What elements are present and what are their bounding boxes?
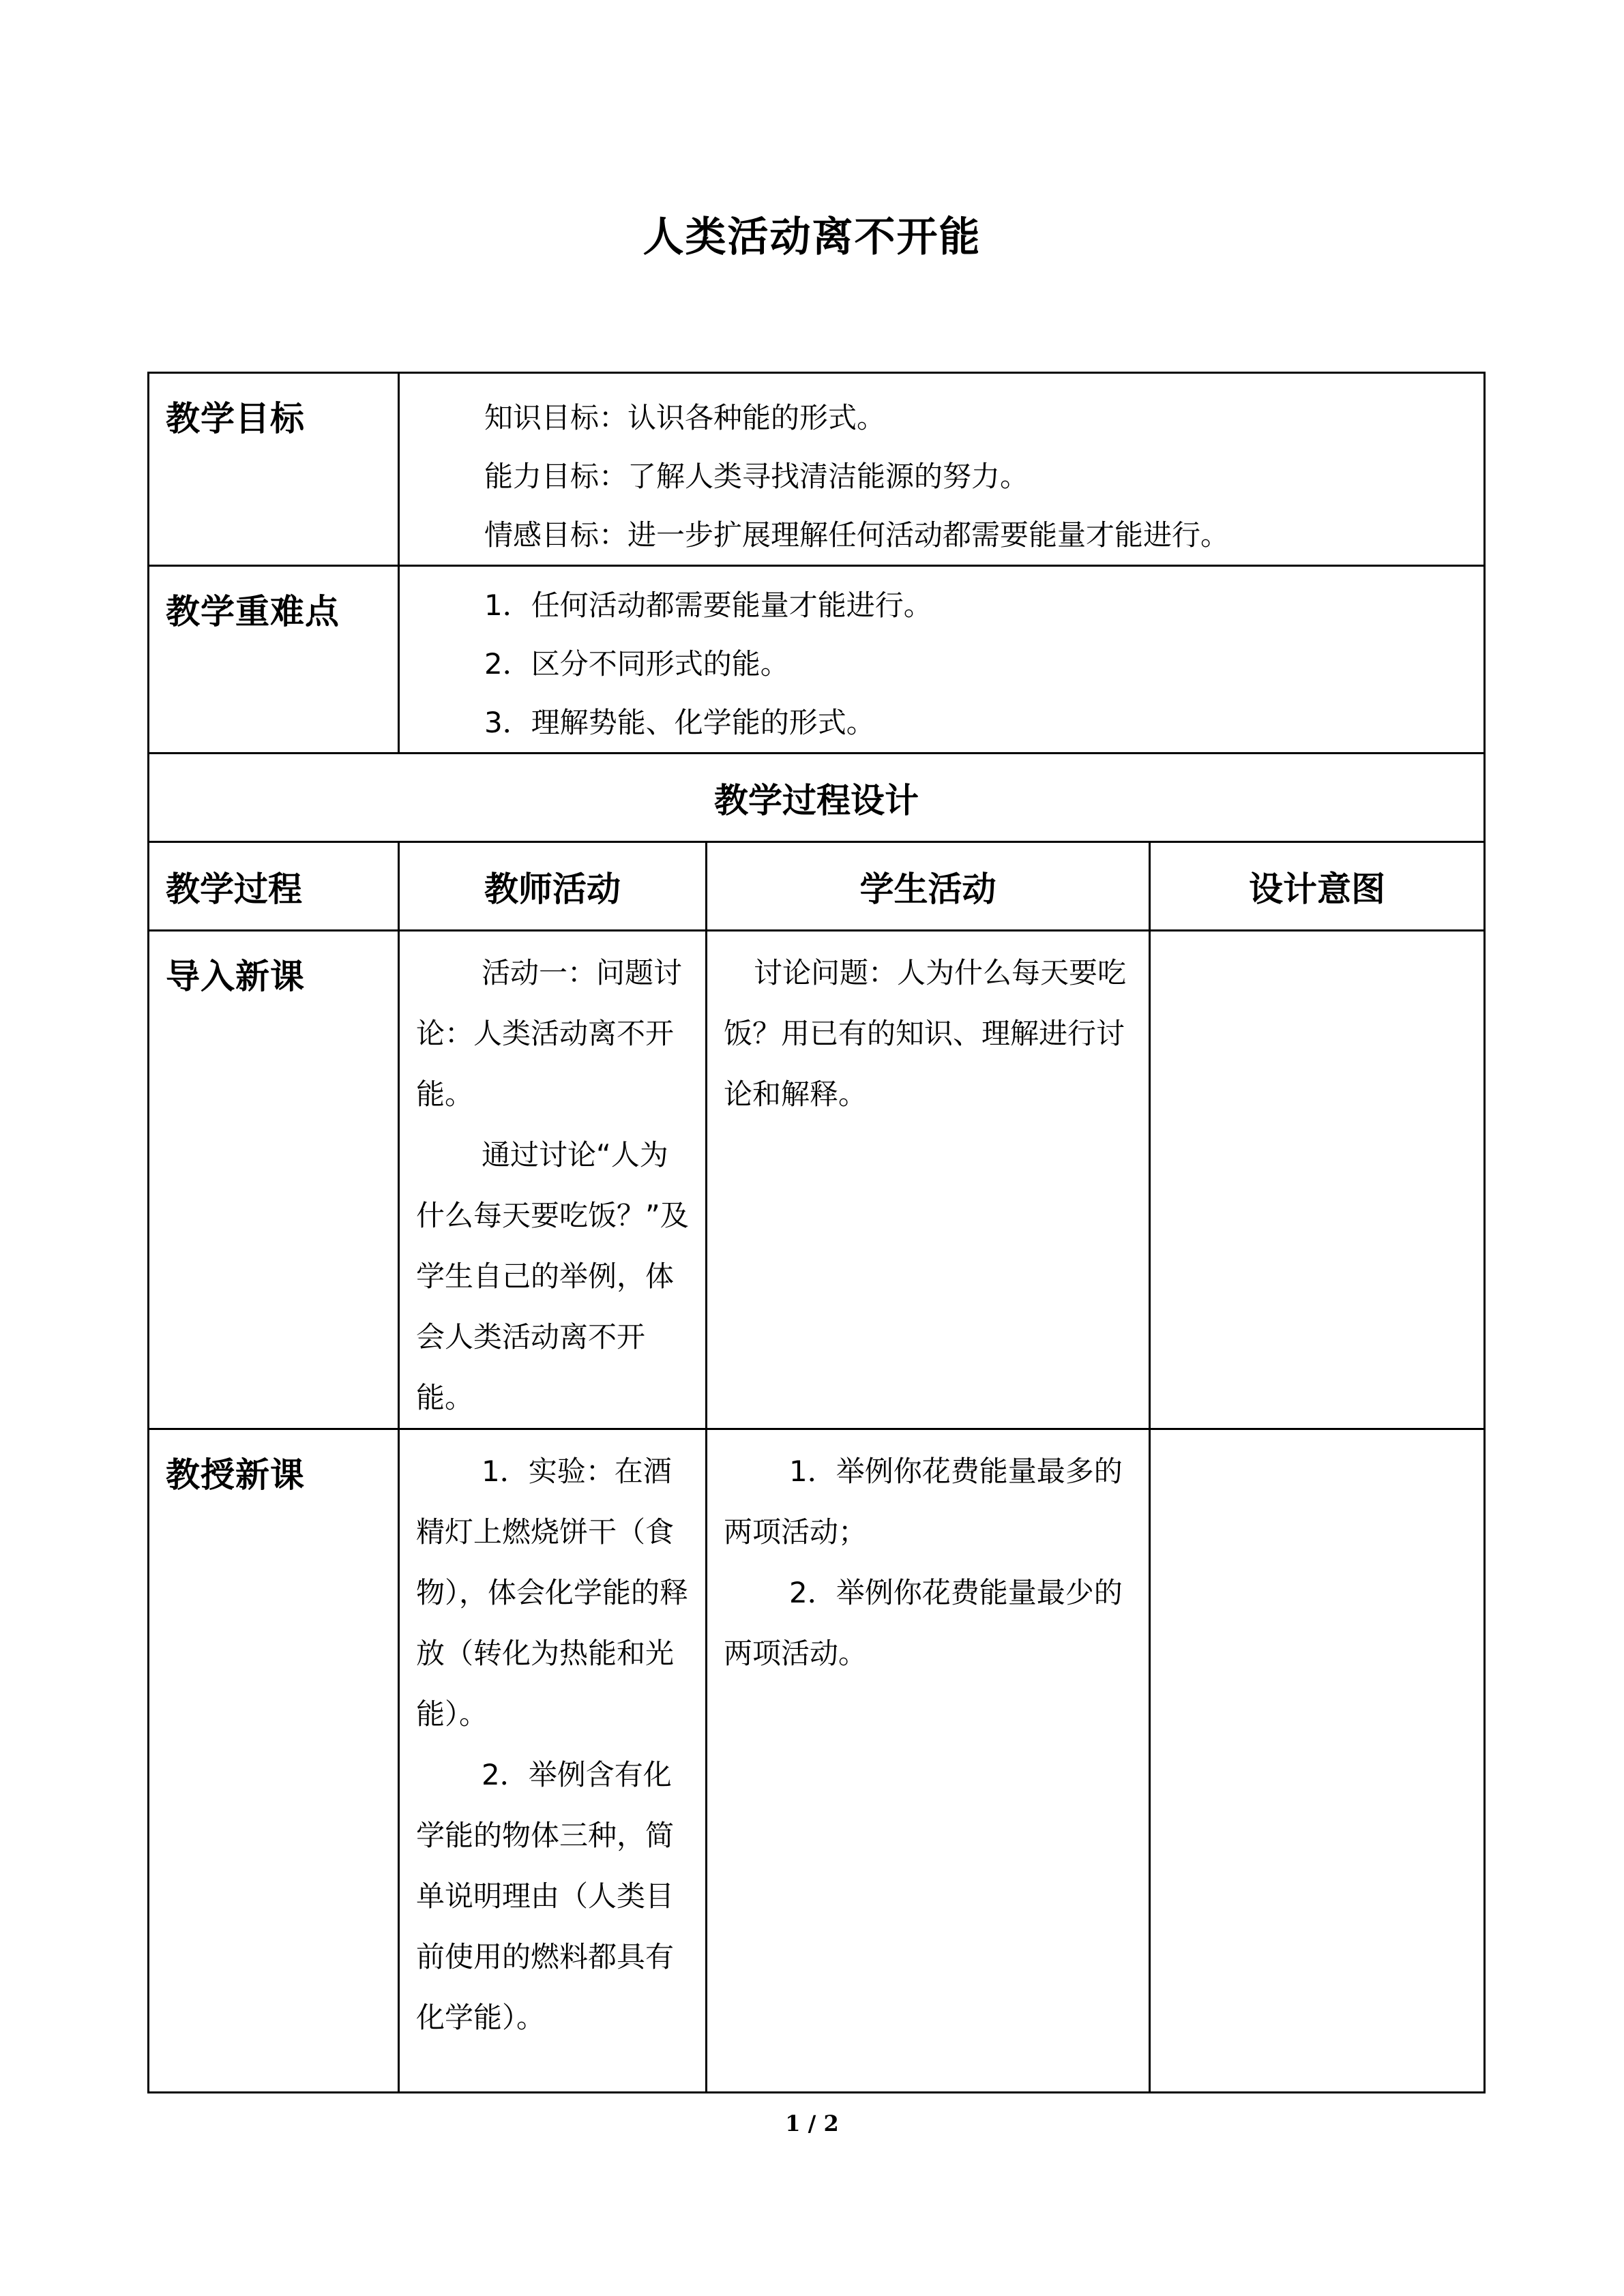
document-title: 人类活动离不开能 [643, 213, 981, 261]
design-intent-text [1151, 931, 1483, 942]
student-activity-paragraph: 2．举例你花费能量最少的两项活动。 [724, 1576, 1123, 1670]
teacher-activity-paragraph: 通过讨论“人为什么每天要吃饭？”及学生自己的举例，体会人类活动离不开能。 [416, 1138, 689, 1414]
keypoint-1: 1．任何活动都需要能量才能进行。 [484, 588, 932, 622]
objectives-row [149, 373, 1485, 566]
process-header: 教学过程设计 [149, 754, 1485, 842]
stage-label: 教授新课 [166, 1455, 305, 1495]
teacher-activity-paragraph: 活动一：问题讨论：人类活动离不开能。 [416, 956, 683, 1111]
page-number: 1 / 2 [785, 2111, 839, 2136]
teacher-activity-cell [399, 1429, 707, 2093]
stage-cell [149, 931, 399, 1429]
col-student-header: 学生活动 [707, 842, 1150, 931]
teacher-activity-paragraph: 2．举例含有化学能的物体三种，简单说明理由（人类目前使用的燃料都具有化学能）。 [416, 1758, 675, 2034]
student-activity-paragraph: 1．举例你花费能量最多的两项活动； [724, 1455, 1123, 1549]
design-intent-cell [1150, 931, 1485, 1429]
keypoint-3: 3．理解势能、化学能的形式。 [484, 706, 875, 739]
keypoints-row [149, 566, 1485, 754]
column-header-row [149, 842, 1485, 931]
table-row [149, 1429, 1485, 2093]
student-activity-cell [707, 931, 1150, 1429]
objectives-content-cell [399, 373, 1485, 566]
keypoints-label-cell [149, 566, 399, 754]
student-activity-paragraph: 讨论问题：人为什么每天要吃饭？用已有的知识、理解进行讨论和解释。 [724, 956, 1127, 1111]
design-intent-text [1151, 1430, 1483, 1441]
design-intent-cell [1150, 1429, 1485, 2093]
keypoints-content-cell [399, 566, 1485, 754]
objectives-label-cell [149, 373, 399, 566]
stage-label: 导入新课 [166, 957, 305, 996]
teacher-activity-cell [399, 931, 707, 1429]
objectives-label: 教学目标 [166, 399, 305, 438]
table-row [149, 931, 1485, 1429]
keypoints-label: 教学重难点 [166, 592, 340, 631]
col-intent-header: 设计意图 [1150, 842, 1485, 931]
student-activity-cell [707, 1429, 1150, 2093]
lesson-plan-table [147, 372, 1486, 2093]
keypoint-2: 2．区分不同形式的能。 [484, 647, 789, 681]
col-stage-header: 教学过程 [149, 842, 399, 931]
col-teacher-header: 教师活动 [399, 842, 707, 931]
process-header-row [149, 754, 1485, 842]
stage-cell [149, 1429, 399, 2093]
objective-knowledge: 知识目标：认识各种能的形式。 [484, 401, 886, 434]
objective-ability: 能力目标：了解人类寻找清洁能源的努力。 [484, 460, 1029, 493]
teacher-activity-paragraph: 1．实验：在酒精灯上燃烧饼干（食物），体会化学能的释放（转化为热能和光能）。 [416, 1455, 689, 1731]
objective-emotion: 情感目标：进一步扩展理解任何活动都需要能量才能进行。 [484, 518, 1230, 552]
